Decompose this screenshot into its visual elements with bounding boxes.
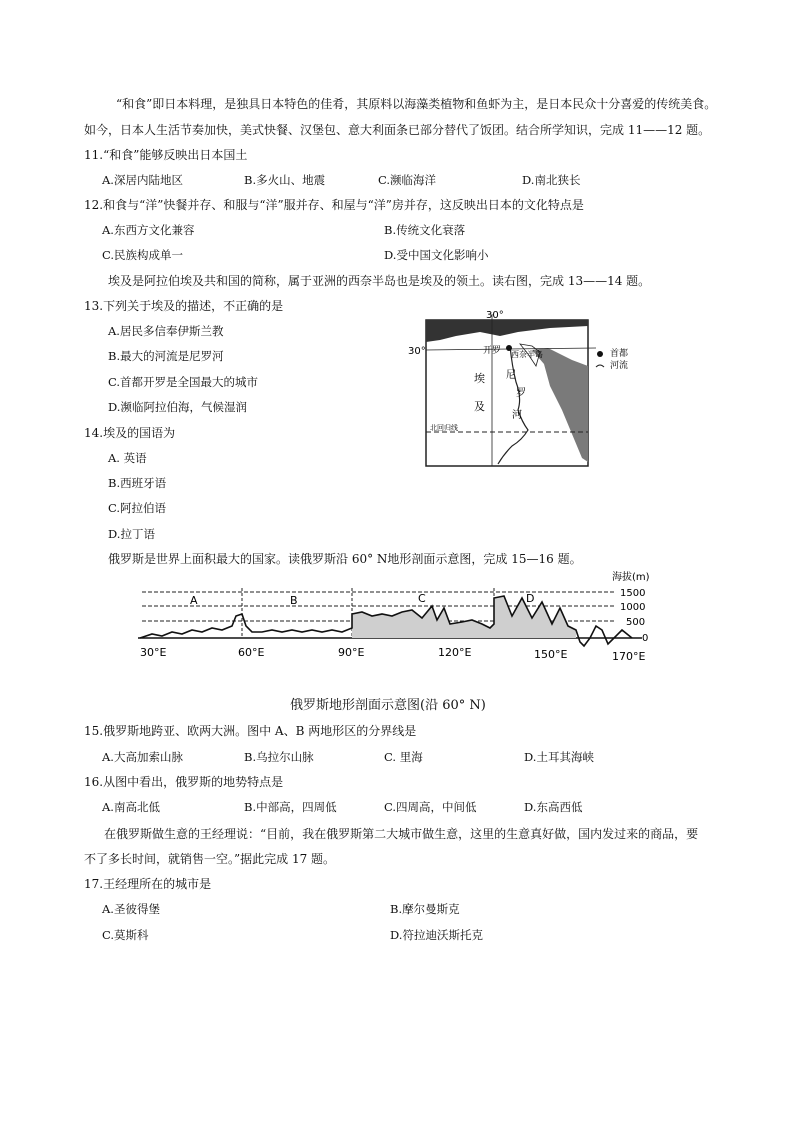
profile-xtick-150e: 150°E [534,648,568,661]
q17-option-b[interactable]: B.摩尔曼斯克 [390,902,460,916]
map-sinai-label: 西奈半岛 [511,350,543,359]
q16-option-a[interactable]: A.南高北低 [102,800,160,814]
q15-stem: 15.俄罗斯地跨亚、欧两大洲。图中 A、B 两地形区的分界线是 [84,724,417,738]
profile-xtick-170e: 170°E [612,650,646,663]
q12-option-d[interactable]: D.受中国文化影响小 [384,248,489,262]
intro-japan-line1: “和食”即日本料理，是独具日本特色的佳肴，其原料以海藻类植物和鱼虾为主，是日本民众十分喜爱的传统美食。 [116,97,717,111]
map-lat-left: 30° [408,346,426,357]
map-nile-char1: 尼 [506,370,516,381]
profile-xtick-120e: 120°E [438,646,472,659]
profile-xtick-30e: 30°E [140,646,167,659]
profile-ytick-1000: 1000 [620,602,646,613]
map-capital-label: 开罗 [483,346,502,356]
profile-xtick-60e: 60°E [238,646,265,659]
q12-option-b[interactable]: B.传统文化衰落 [384,223,466,237]
intro-businessman-line1: 在俄罗斯做生意的王经理说：“目前，我在俄罗斯第二大城市做生意，这里的生意真好做，国内发过来的商品，要 [104,827,699,841]
intro-russia: 俄罗斯是世界上面积最大的国家。读俄罗斯沿 60° N地形剖面示意图，完成 15—16 题。 [108,552,582,566]
map-nile-char3: 河 [512,410,522,421]
q17-option-d[interactable]: D.符拉迪沃斯托克 [390,928,483,942]
egypt-map [400,306,670,472]
q17-option-c[interactable]: C.莫斯科 [102,928,149,942]
russia-profile-chart [132,568,672,668]
profile-unit: 海拔(m) [612,572,650,583]
q13-option-a[interactable]: A.居民多信奉伊斯兰教 [108,324,224,338]
profile-ytick-500: 500 [626,617,646,628]
q11-option-b[interactable]: B.多火山、地震 [244,173,326,187]
map-country-char2: 及 [474,400,485,413]
legend-capital-label: 首都 [610,349,629,359]
map-lat-top: 30° [486,310,504,321]
region-label-d: D [526,592,535,605]
legend-river-label: 河流 [610,361,629,371]
intro-japan-line2: 如今，日本人生活节奏加快，美式快餐、汉堡包、意大利面条已部分替代了饭团。结合所学知识，完成 11——12 题。 [84,123,711,137]
q13-option-b[interactable]: B.最大的河流是尼罗河 [108,349,224,363]
q15-option-a[interactable]: A.大高加索山脉 [102,750,183,764]
region-label-b: B [290,594,298,607]
q15-option-c[interactable]: C. 里海 [384,750,423,764]
q16-option-d[interactable]: D.东高西低 [524,800,583,814]
region-label-c: C [418,592,426,605]
q16-stem: 16.从图中看出，俄罗斯的地势特点是 [84,775,284,789]
legend-capital-icon [597,351,603,357]
q17-option-a[interactable]: A.圣彼得堡 [102,902,160,916]
profile-ytick-0: 0 [642,633,649,644]
q15-option-d[interactable]: D.土耳其海峡 [524,750,594,764]
red-sea [532,348,588,462]
q13-option-c[interactable]: C.首都开罗是全国最大的城市 [108,375,259,389]
q13-stem: 13.下列关于埃及的描述，不正确的是 [84,299,284,313]
intro-egypt: 埃及是阿拉伯埃及共和国的简称，属于亚洲的西奈半岛也是埃及的领土。读右图，完成 13——14 题。 [108,274,651,288]
map-tropic-label: 北回归线 [430,424,458,432]
intro-businessman-line2: 不了多长时间，就销售一空。”据此完成 17 题。 [84,852,336,866]
q17-stem: 17.王经理所在的城市是 [84,877,212,891]
q12-stem: 12.和食与“洋”快餐并存、和服与“洋”服并存、和屋与“洋”房并存，这反映出日本的文化特点是 [84,198,584,212]
q14-option-a[interactable]: A. 英语 [108,451,147,465]
q16-option-c[interactable]: C.四周高，中间低 [384,800,477,814]
q14-option-c[interactable]: C.阿拉伯语 [108,501,167,515]
q11-option-d[interactable]: D.南北狭长 [522,173,581,187]
map-country-char1: 埃 [474,372,485,385]
q11-option-a[interactable]: A.深居内陆地区 [102,173,183,187]
q14-stem: 14.埃及的国语为 [84,426,176,440]
mediterranean-sea [426,320,588,342]
q12-option-c[interactable]: C.民族构成单一 [102,248,184,262]
q11-stem: 11.“和食”能够反映出日本国土 [84,148,248,162]
q12-option-a[interactable]: A.东西方文化兼容 [102,223,195,237]
q11-option-c[interactable]: C.濒临海洋 [378,173,437,187]
q15-option-b[interactable]: B.乌拉尔山脉 [244,750,314,764]
nile-river [498,346,528,464]
map-nile-char2: 罗 [516,388,526,399]
profile-ytick-1500: 1500 [620,588,646,599]
profile-caption: 俄罗斯地形剖面示意图(沿 60° N) [290,698,486,713]
legend-river-icon [596,365,604,367]
q13-option-d[interactable]: D.濒临阿拉伯海，气候湿润 [108,400,247,414]
q14-option-d[interactable]: D.拉丁语 [108,527,155,541]
region-label-a: A [190,594,198,607]
q14-option-b[interactable]: B.西班牙语 [108,476,167,490]
profile-xtick-90e: 90°E [338,646,365,659]
q16-option-b[interactable]: B.中部高，四周低 [244,800,337,814]
